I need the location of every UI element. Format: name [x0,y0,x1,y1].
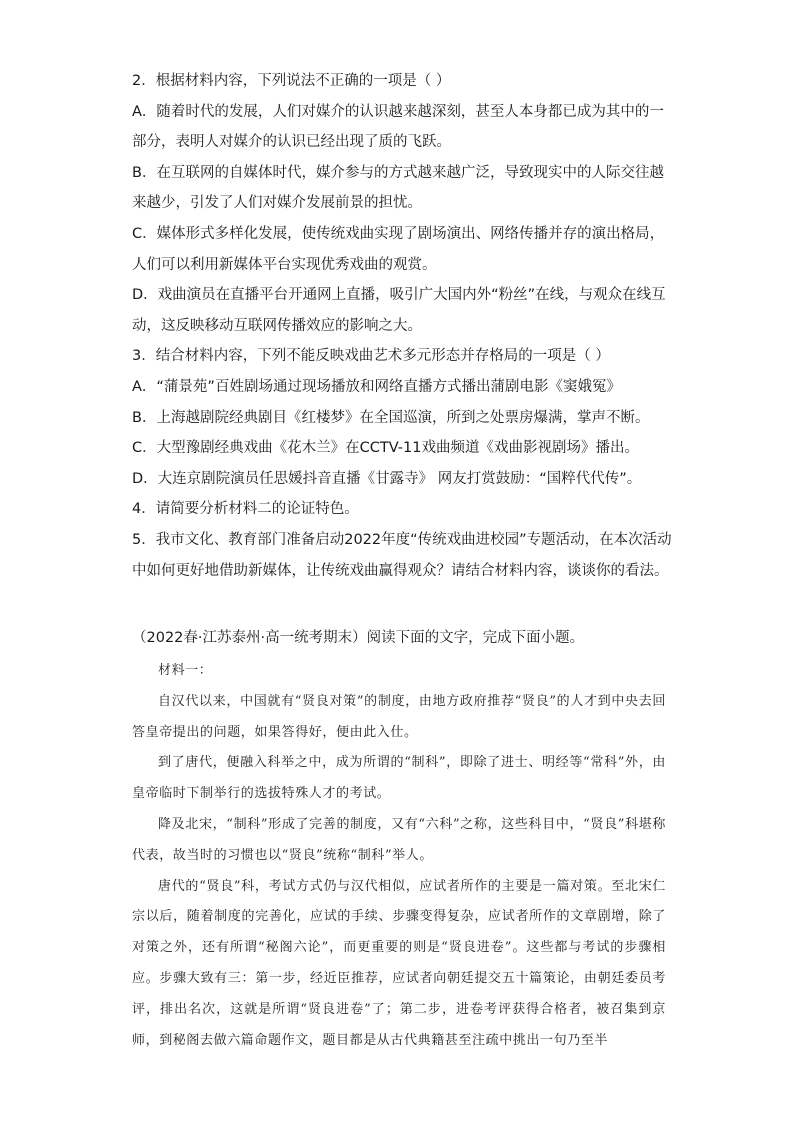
question-option: C．媒体形式多样化发展，使传统戏曲实现了剧场演出、网络传播并存的演出格局，人们可以利用新媒体平台实现优秀戏曲的观赏。 [132,225,665,273]
section-header: （2022春·江苏泰州·高一统考期末）阅读下面的文字，完成下面小题。 [132,630,585,646]
question-option: C．大型豫剧经典戏曲《花木兰》在CCTV-11戏曲频道《戏曲影视剧场》播出。 [132,440,639,457]
passage-paragraph: 唐代的“贤良”科，考试方式仍与汉代相似，应试者所作的主要是一篇对策。至北宋仁宗以后，随着制度的完善化，应试的手续、步骤变得复杂，应试者所作的文章剧增，除了对策之外，还有所谓“秘阁六论”，而更重要的则是“贤良进卷”。这些都与考试的步骤相应。步骤大致有三：第一步，经近臣推荐，应试者向朝廷提交五十篇策论，由朝廷委员考评，排出名次，这就是所谓“贤良进卷”了；第二步，进卷考评获得合格者，被召集到京师，到秘阁去做六篇命题作文，题目都是从古代典籍甚至注疏中挑出一句乃至半 [132,878,666,1048]
passage-paragraph: 降及北宋，“制科”形成了完善的制度，又有“六科”之称，这些科目中，“贤良”科堪称代表，故当时的习惯也以“贤良”统称“制科”举人。 [132,816,666,863]
question-option: D．大连京剧院演员任思媛抖音直播《甘露寺》 网友打赏鼓励：“国粹代代传”。 [132,470,642,487]
question-list [132,66,672,586]
question-option: D．戏曲演员在直播平台开通网上直播，吸引广大国内外“粉丝”在线，与观众在线互动，这反映移动互联网传播效应的影响之大。 [132,287,666,334]
question-option: B．上海越剧院经典剧目《红楼梦》在全国巡演，所到之处票房爆满，掌声不断。 [132,409,650,426]
question-stem: 3．结合材料内容，下列不能反映戏曲艺术多元形态并存格局的一项是（ ） [132,348,610,365]
passage-paragraph: 到了唐代，便融入科举之中，成为所谓的“制科”，即除了进士、明经等“常科”外，由皇帝临时下制举行的选拔特殊人才的考试。 [132,755,666,802]
question-option: A．“蒲景苑”百姓剧场通过现场播放和网络直播方式播出蒲剧电影《窦娥冤》 [132,378,621,395]
question-stem: 4．请简要分析材料二的论证特色。 [132,501,359,518]
question-stem: 5．我市文化、教育部门准备启动2022年度“传统戏曲进校园”专题活动，在本次活动中如何更好地借助新媒体，让传统戏曲赢得观众？请结合材料内容，谈谈你的看法。 [132,531,672,579]
passage-label: 材料一： [158,663,213,678]
passage-paragraph: 自汉代以来，中国就有“贤良对策”的制度，由地方政府推荐“贤良”的人才到中央去回答皇帝提出的问题，如果答得好，便由此入仕。 [132,693,666,740]
reading-passage [132,656,666,1056]
question-option: B．在互联网的自媒体时代，媒介参与的方式越来越广泛，导致现实中的人际交往越来越少，引发了人们对媒介发展前景的担忧。 [132,164,664,212]
question-stem: 2．根据材料内容，下列说法不正确的一项是（ ） [132,73,451,89]
question-option: A．随着时代的发展，人们对媒介的认识越来越深刻，甚至人本身都已成为其中的一部分，表明人对媒介的认识已经出现了质的飞跃。 [132,103,664,151]
